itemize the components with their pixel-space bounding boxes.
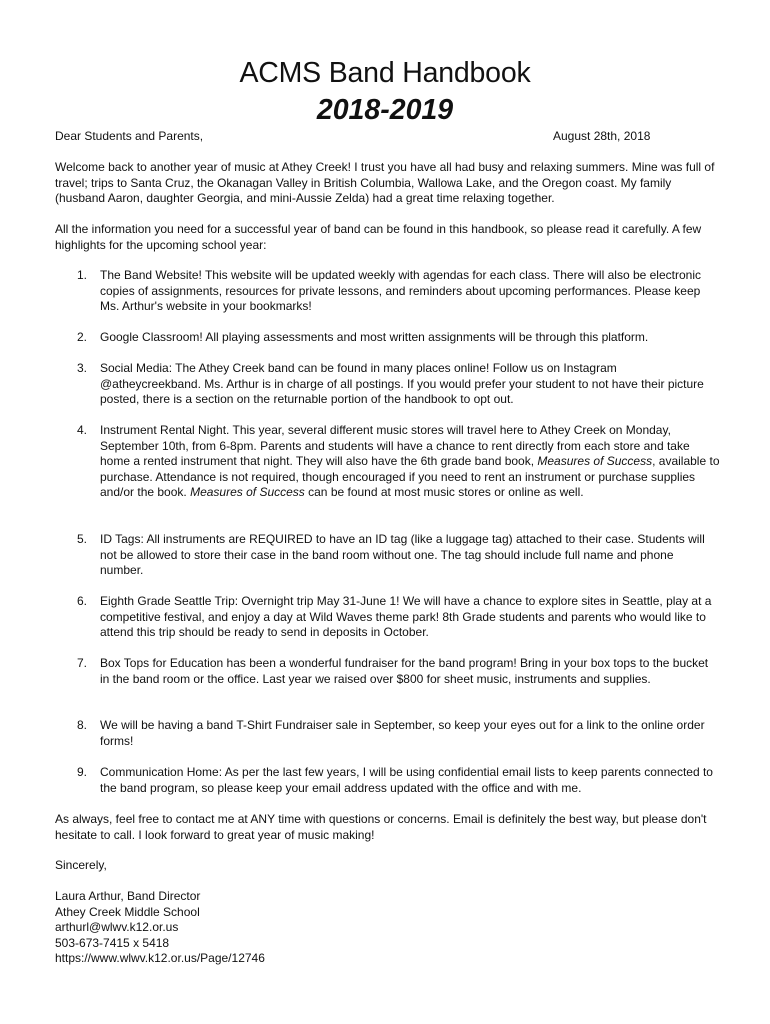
rental-text-c: , available to purchase. Attendance is not required, though encouraged if you need to rent an instrument or purchase supplies and/or the book. [100,454,720,500]
list-item-text: Communication Home: As per the last few years, I will be using confidential email lists to keep parents connected to the band program, so please keep your email address updated with the office and with me. [100,765,713,795]
book-title: Measures of Success [537,454,653,469]
list-item-number: 1. [77,268,88,282]
list-item-number: 7. [77,656,88,670]
list-item-text: Box Tops for Education has been a wonderful fundraiser for the band program! Bring in your box tops to the bucket in the band room or the office. Last year we raised over $800 for sheet music, instruments and supplies. [100,656,709,686]
list-item-text: We will be having a band T-Shirt Fundraiser sale in September, so keep your eyes out for a link to the online order forms! [100,718,705,748]
rental-text-e: can be found at most music stores or online as well. [304,485,584,500]
signature-name: Laura Arthur, Band Director [55,889,201,903]
list-item-number: 6. [77,594,88,608]
list-item-text: The Band Website! This website will be updated weekly with agendas for each class. There will also be electronic copies of assignments, resources for private lessons, and reminders about upcoming performances. Please keep Ms. Arthur's website in your bookmarks! [100,268,701,314]
info-paragraph: All the information you need for a successful year of band can be found in this handbook, so please read it carefully. A few highlights for the upcoming school year: [55,222,702,252]
sign-off: Sincerely, [55,858,107,872]
book-title: Measures of Success [190,485,305,500]
signature-url[interactable]: https://www.wlwv.k12.or.us/Page/12746 [55,951,265,965]
list-item-text: Google Classroom! All playing assessments and most written assignments will be through this platform. [100,330,649,344]
letter-date: August 28th, 2018 [553,129,651,143]
list-item-number: 8. [77,718,88,732]
list-item-text: ID Tags: All instruments are REQUIRED to have an ID tag (like a luggage tag) attached to their case. Students will not be allowed to store their case in the band room without one. The tag should include full name and phone number. [100,532,705,578]
signature-school: Athey Creek Middle School [55,905,200,919]
page-title: ACMS Band Handbook [239,57,531,89]
intro-paragraph: Welcome back to another year of music at Athey Creek! I trust you have all had busy and relaxing summers. Mine was full of travel; trips to Santa Cruz, the Okanagan Valley in British Columbia, Wallowa Lake, and the Oregon coast. My family (husband Aaron, daughter Georgia, and mini-Aussie Zelda) had a great time relaxing together. [55,160,715,206]
rental-text-a: Instrument Rental Night. This year, several different music stores will travel here to Athey Creek on Monday, September 10th, from 6-8pm. Parents and students will have a chance to rent directly from each store and take home a rented instrument that night. They will also have the 6th grade band book, [100,423,690,469]
closing-paragraph: As always, feel free to contact me at ANY time with questions or concerns. Email is definitely the best way, but please don't hesitate to call. I look forward to great year of music making! [55,812,707,842]
list-item-text [100,423,720,501]
page-subtitle-year: 2018-2019 [316,94,454,126]
salutation: Dear Students and Parents, [55,129,204,143]
signature-phone: 503-673-7415 x 5418 [55,936,170,950]
list-item-text: Eighth Grade Seattle Trip: Overnight trip May 31-June 1! We will have a chance to explore sites in Seattle, play at a competitive festival, and enjoy a day at Wild Waves theme park! 8th Grade students and parents who would like to attend this trip should be ready to send in deposits in October. [100,594,712,640]
list-item-number: 5. [77,532,88,546]
signature-email[interactable]: arthurl@wlwv.k12.or.us [55,920,179,934]
list-item-number: 2. [77,330,88,344]
list-item-number: 4. [77,423,88,437]
list-item-text: Social Media: The Athey Creek band can be found in many places online! Follow us on Instagram @atheycreekband. Ms. Arthur is in charge of all postings. If you would prefer your student to not have their picture posted, there is a section on the returnable portion of the handbook to opt out. [100,361,704,407]
list-item-number: 3. [77,361,88,375]
list-item-number: 9. [77,765,88,779]
